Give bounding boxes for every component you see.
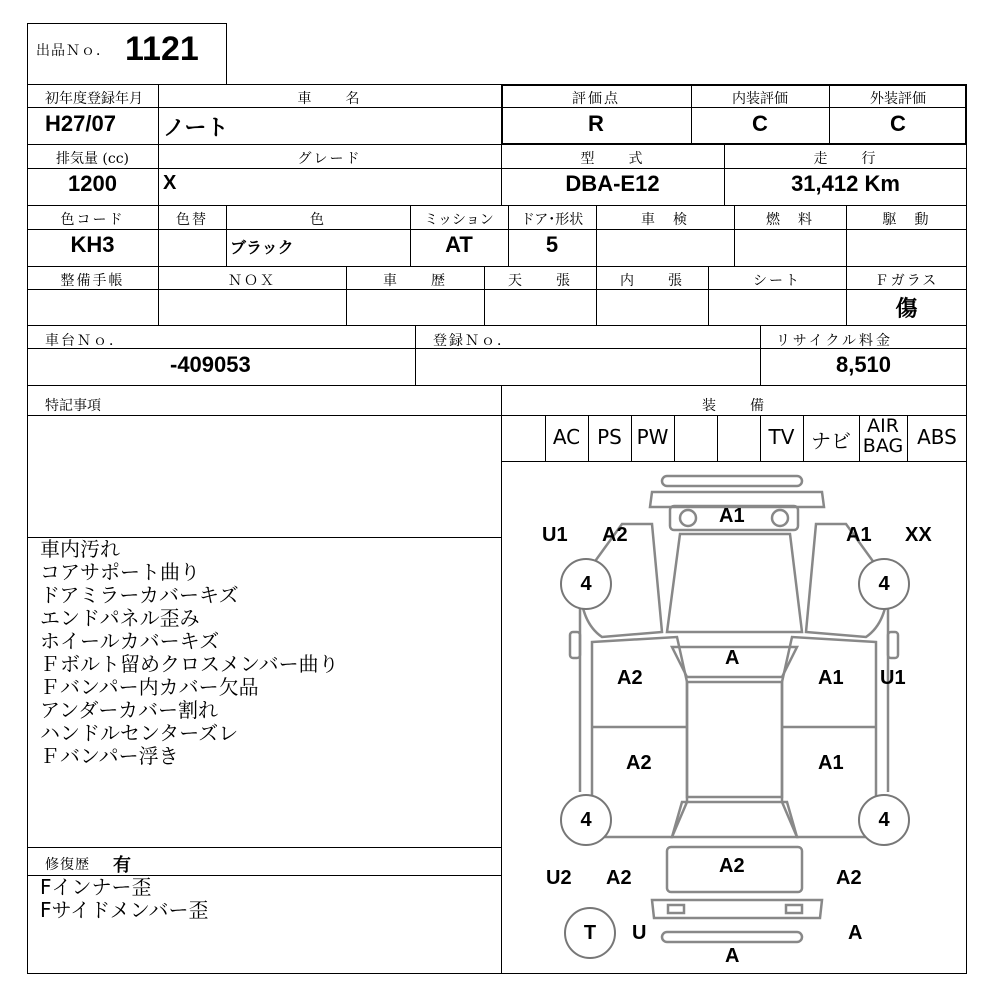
inspection-label: 車 検: [641, 212, 689, 228]
mark-right-quarter: A2: [836, 867, 862, 889]
color-code-value: KH3: [70, 232, 115, 257]
car-name-label: 車 名: [297, 91, 362, 107]
model-label: 型 式: [580, 151, 645, 167]
grade-score-label: 評価点: [572, 91, 620, 107]
color-code-label: 色コード: [60, 212, 125, 228]
color-change-label: 色替: [176, 212, 208, 228]
equipment-item-ac: AC: [552, 425, 581, 449]
displacement-value: 1200: [68, 171, 117, 196]
mark-right-front-door: A1: [818, 667, 844, 689]
repair-item: Fインナー歪: [40, 875, 152, 899]
mark-left-quarter: A2: [606, 867, 632, 889]
note-item: Ｆバンパー内カバー欠品: [40, 675, 259, 699]
mileage-value: 31,412 Km: [791, 171, 900, 196]
first-reg-label: 初年度登録年月: [45, 91, 143, 107]
color-label: 色: [310, 212, 326, 228]
tire-rear-right: 4: [858, 794, 910, 846]
reg-no-label: 登録Ｎｏ．: [433, 333, 513, 349]
mark-left-front-door: A2: [617, 667, 643, 689]
tire-front-right: 4: [858, 558, 910, 610]
divider: [717, 415, 718, 461]
model-value: DBA-E12: [565, 171, 660, 196]
fglass-label: Ｆガラス: [874, 273, 939, 289]
equipment-item-ps: PS: [597, 425, 622, 449]
repair-label: 修復歴: [45, 857, 90, 873]
interior-score-value: C: [752, 111, 768, 136]
notes-label: 特記事項: [45, 398, 101, 414]
note-item: Ｆボルト留めクロスメンバー曲り: [40, 652, 339, 676]
mark-front-left-fender-top: A2: [602, 524, 628, 546]
note-item: エンドパネル歪み: [40, 606, 200, 630]
maint-label: 整備手帳: [60, 273, 125, 289]
divider: [27, 385, 967, 386]
mission-value: AT: [445, 232, 473, 257]
mission-label: ミッション: [424, 212, 494, 228]
tire-spare: T: [564, 907, 616, 959]
seat-label: シート: [753, 273, 801, 289]
chassis-value: -409053: [170, 352, 251, 377]
equipment-label: 装 備: [702, 398, 766, 414]
exterior-score-label: 外装評価: [870, 91, 926, 107]
door-value: 5: [545, 232, 559, 257]
mark-front-right-fender-top: A1: [846, 524, 872, 546]
mark-rear-left: U: [632, 922, 647, 944]
tire-front-left: 4: [560, 558, 612, 610]
car-diagram: [502, 462, 966, 973]
divider: [27, 325, 967, 326]
mark-left-rear-door: A2: [626, 752, 652, 774]
mark-hood: A: [725, 647, 740, 669]
mark-right-rear-door: A1: [818, 752, 844, 774]
history-label: 車 歴: [383, 273, 447, 289]
mark-right-fender: U1: [880, 667, 906, 689]
equipment-item-tv: TV: [768, 425, 795, 449]
color-value: ブラック: [230, 240, 294, 257]
equipment-item-pw: PW: [636, 425, 669, 449]
mileage-label: 走 行: [813, 151, 878, 167]
note-item: 車内汚れ: [40, 537, 120, 561]
interior-trim-label: 内 張: [620, 273, 684, 289]
note-item: コアサポート曲り: [40, 560, 200, 584]
exterior-score-value: C: [890, 111, 906, 136]
repair-value: 有: [113, 855, 131, 875]
drive-label: 駆 動: [882, 212, 931, 228]
interior-score-label: 内装評価: [732, 91, 788, 107]
note-item: ドアミラーカバーキズ: [40, 583, 239, 607]
divider: [27, 847, 501, 848]
divider: [27, 415, 967, 416]
nox-label: ＮＯＸ: [228, 273, 276, 289]
equipment-item-airbag: AIR BAG: [862, 415, 904, 457]
recycle-value: 8,510: [835, 352, 892, 377]
lot-number: 1121: [125, 30, 199, 68]
roof-label: 天 張: [508, 273, 572, 289]
equipment-item-navi: ナビ: [811, 429, 851, 453]
equipment-item-abs: ABS: [917, 425, 957, 449]
door-label: ドア･形状: [520, 212, 584, 228]
divider: [27, 205, 967, 206]
grade-value: X: [163, 172, 177, 194]
repair-item: Fサイドメンバー歪: [40, 898, 209, 922]
recycle-label: リサイクル料金: [776, 333, 894, 349]
mark-front-right-corner: XX: [905, 524, 932, 546]
tire-rear-left: 4: [560, 794, 612, 846]
note-item: Ｆバンパー浮き: [40, 744, 179, 768]
note-item: アンダーカバー割れ: [40, 698, 218, 722]
divider: [27, 168, 967, 169]
mark-rear-right: A: [848, 922, 863, 944]
displacement-label: 排気量 (cc): [55, 151, 130, 167]
grade-score-value: R: [588, 111, 604, 136]
divider: [27, 266, 967, 267]
divider: [415, 325, 416, 385]
note-item: ハンドルセンターズレ: [40, 721, 239, 745]
divider: [674, 415, 675, 461]
mark-front-left-corner: U1: [542, 524, 568, 546]
car-name-value: ノート: [163, 115, 229, 140]
first-reg-value: H27/07: [45, 111, 116, 136]
mark-left-rear-corner: U2: [546, 867, 572, 889]
fglass-value: 傷: [895, 296, 918, 321]
lot-label: 出品Ｎｏ．: [36, 43, 111, 59]
divider: [27, 229, 967, 230]
mark-rear-bumper: A: [725, 945, 740, 967]
mark-front-bumper: A1: [719, 505, 745, 527]
grade-label: グレード: [297, 151, 362, 167]
mark-trunk: A2: [719, 855, 745, 877]
fuel-label: 燃 料: [766, 212, 814, 228]
chassis-label: 車台Ｎｏ．: [45, 333, 125, 349]
note-item: ホイールカバーキズ: [40, 629, 220, 653]
